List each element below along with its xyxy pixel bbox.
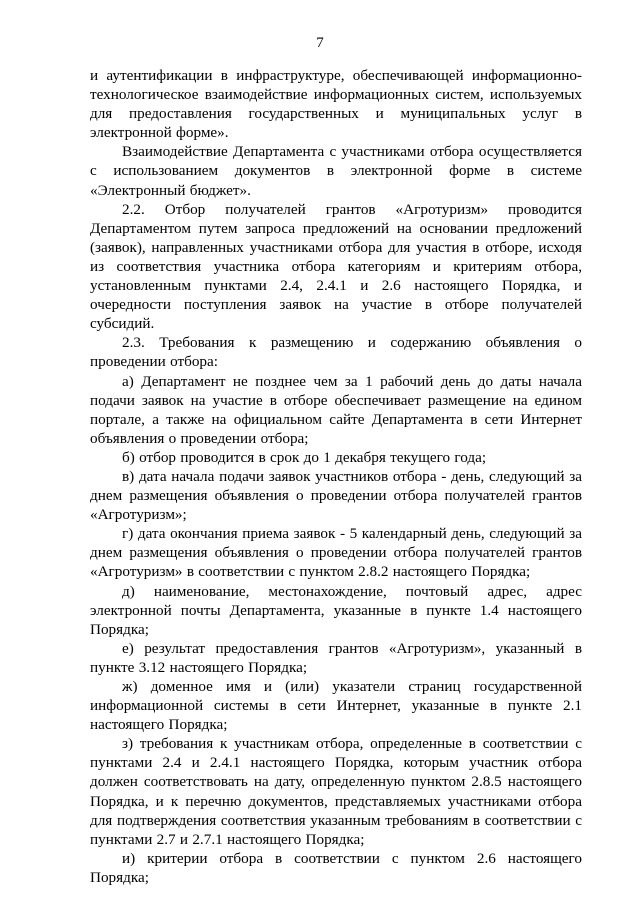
page-number: 7 [316,35,324,51]
list-item-a: а) Департамент не позднее чем за 1 рабочий день до даты начала подачи заявок на участие в отборе обеспечивает размещение на едином портале, а также на официальном сайте Департамента в сети Интернет объявления о проведении отбора; [90,372,582,447]
list-item-d: д) наименование, местонахождение, почтовый адрес, адрес электронной почты Департамента, указанные в пункте 1.4 настоящего Порядка; [90,582,582,638]
list-item-z: з) требования к участникам отбора, определенные в соответствии с пунктами 2.4 и 2.4.1 настоящего Порядка, которым участник отбора должен соответствовать на дату, определенную пунктом 2.8.5 настоящего Порядка, и к перечню документов, представляемых участниками отбора для подтверждения соответствия указанным требованиям в соответствии с пунктами 2.7 и 2.7.1 настоящего Порядка; [90,735,582,848]
paragraph-2-2: 2.2. Отбор получателей грантов «Агротуризм» проводится Департаментом путем запроса предложений на основании предложений (заявок), направленных участниками отбора для участия в отборе, исходя из соответствия участника отбора категориям и критериям отбора, установленным пунктами 2.4, 2.4.1 и 2.6 настоящего Порядка, и очередности поступления заявок на участие в отборе получателей субсидий. [90,200,582,333]
paragraph-2-3: 2.3. Требования к размещению и содержанию объявления о проведении отбора: [90,334,582,371]
document-body [90,66,582,887]
list-item-g: г) дата окончания приема заявок - 5 календарный день, следующий за днем размещения объявления о проведении отбора получателей грантов «Агротуризм» в соответствии с пунктом 2.8.2 настоящего Порядка; [90,525,582,581]
paragraph-interaction: Взаимодействие Департамента с участниками отбора осуществляется с использованием документов в электронной форме в системе «Электронный бюджет». [90,143,582,199]
paragraph-continuation: и аутентификации в инфраструктуре, обеспечивающей информационно-технологическое взаимодействие информационных систем, используемых для предоставления государственных и муниципальных услуг в электронной форме». [90,67,582,142]
list-item-v: в) дата начала подачи заявок участников отбора - день, следующий за днем размещения объявления о проведении отбора получателей грантов «Агротуризм»; [90,467,582,524]
list-item-e: е) результат предоставления грантов «Агротуризм», указанный в пункте 3.12 настоящего Порядка; [90,639,582,676]
list-item-i: и) критерии отбора в соответствии с пунктом 2.6 настоящего Порядка; [90,849,582,886]
list-item-b: б) отбор проводится в срок до 1 декабря текущего года; [122,448,487,466]
list-item-zh: ж) доменное имя и (или) указатели страниц государственной информационной системы в сети Интернет, указанные в пункте 2.1 настоящего Порядка; [90,678,582,734]
